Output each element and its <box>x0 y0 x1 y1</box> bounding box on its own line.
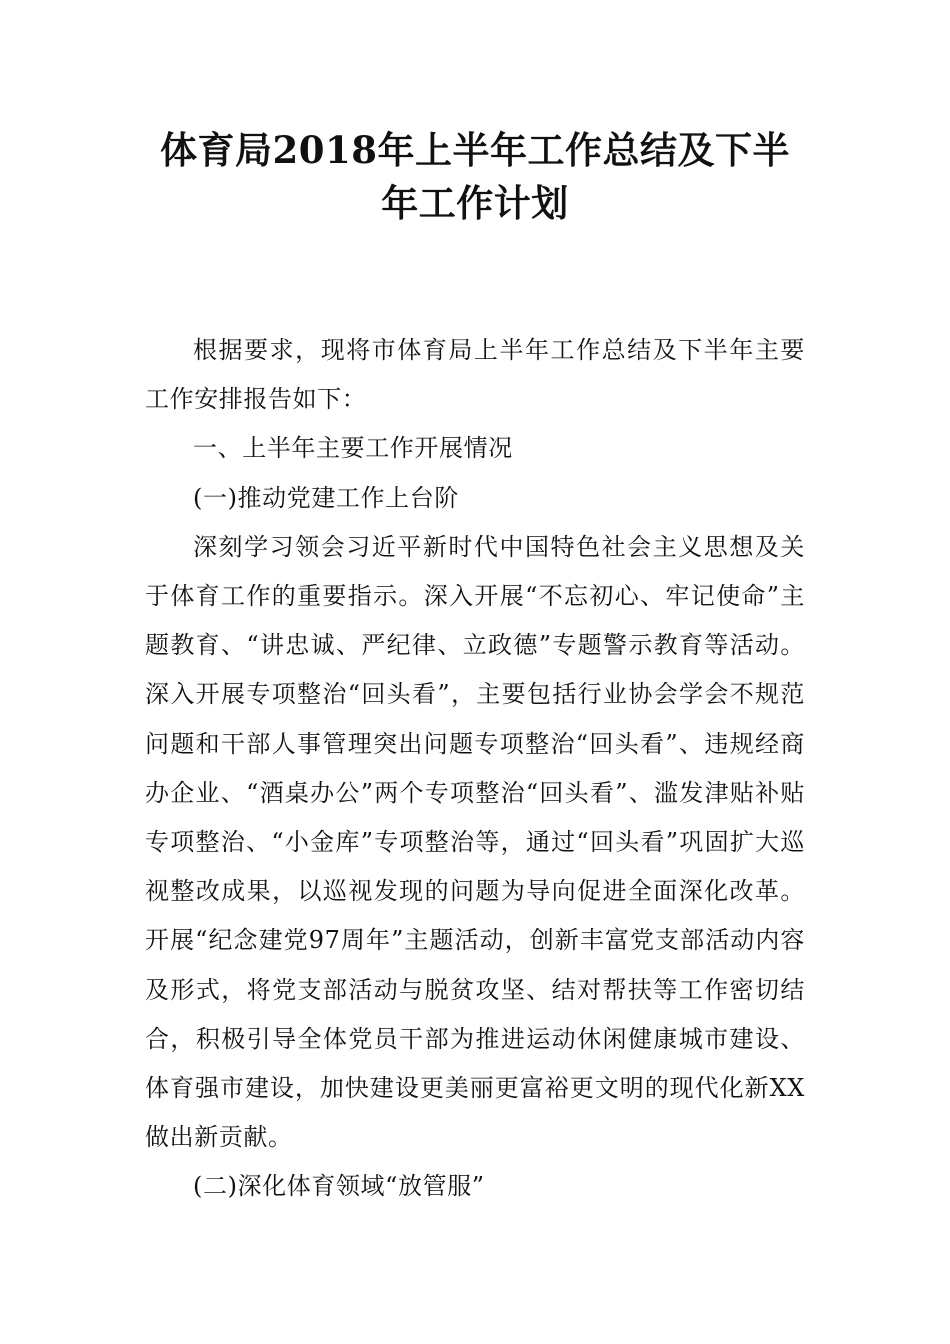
section-heading-1: 一、上半年主要工作开展情况 <box>193 434 513 463</box>
body-paragraph-1: 深刻学习领会习近平新时代中国特色社会主义思想及关于体育工作的重要指示。深入开展“不忘初心、牢记使命”主题教育、“讲忠诚、严纪律、立政德”专题警示教育等活动。深入开展专项整治“回头看”，主要包括行业协会学会不规范问题和干部人事管理突出问题专项整治“回头看”、违规经商办企业、“酒桌办公”两个专项整治“回头看”、滥发津贴补贴专项整治、“小金库”专项整治等，通过“回头看”巩固扩大巡视整改成果，以巡视发现的问题为导向促进全面深化改革。开展“纪念建党97周年”主题活动，创新丰富党支部活动内容及形式，将党支部活动与脱贫攻坚、结对帮扶等工作密切结合，积极引导全体党员干部为推进运动休闲健康城市建设、体育强市建设，加快建设更美丽更富裕更文明的现代化新XX做出新贡献。 <box>145 532 805 1152</box>
subsection-heading-1: (一)推动党建工作上台阶 <box>193 483 459 512</box>
title-line-2: 年工作计划 <box>381 181 569 225</box>
subsection-heading-2: (二)深化体育领域“放管服” <box>193 1172 485 1201</box>
document-body <box>145 326 805 1212</box>
document-title <box>110 124 840 230</box>
title-line-1: 体育局2018年上半年工作总结及下半 <box>160 128 790 172</box>
intro-paragraph: 根据要求，现将市体育局上半年工作总结及下半年主要工作安排报告如下： <box>145 336 805 414</box>
